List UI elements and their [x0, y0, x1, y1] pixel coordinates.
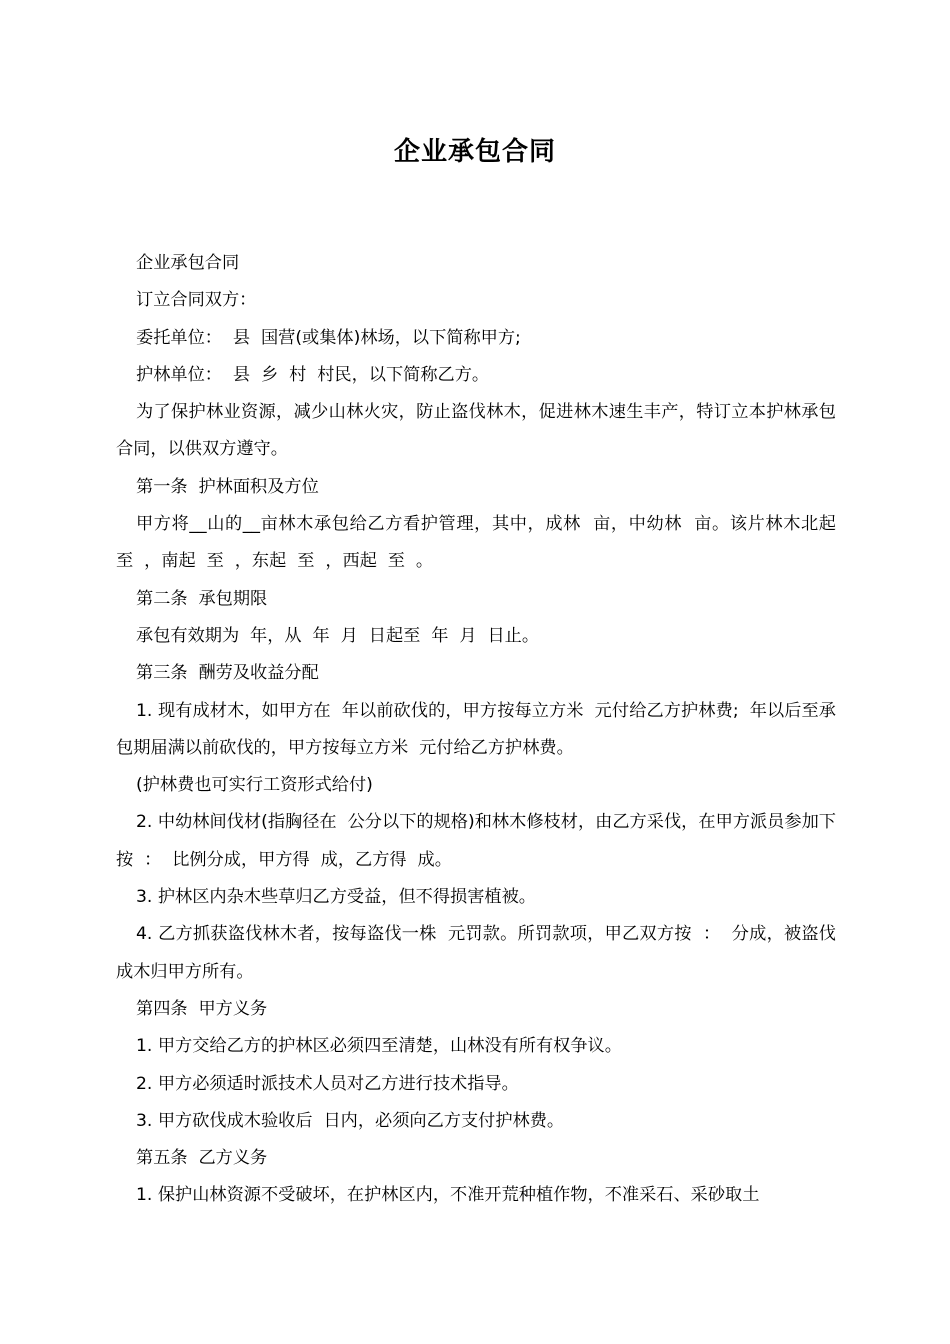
list-item: 1. 保护山林资源不受破坏，在护林区内，不准开荒种植作物，不准采石、采砂取土 — [136, 1185, 760, 1206]
section-heading: 第四条 甲方义务 — [136, 998, 268, 1019]
list-item: 3. 护林区内杂木些草归乙方受益，但不得损害植被。 — [136, 887, 536, 908]
list-item: 3. 甲方砍伐成木验收后 日内，必须向乙方支付护林费。 — [136, 1110, 565, 1131]
section-heading: 第一条 护林面积及方位 — [136, 476, 319, 497]
paragraph: (护林费也可实行工资形式给付) — [136, 775, 373, 796]
paragraph: 护林单位： 县 乡 村 村民，以下简称乙方。 — [136, 364, 490, 385]
document-title: 企业承包合同 — [393, 137, 556, 167]
list-item: 2. 中幼林间伐材(指胸径在 公分以下的规格)和林木修枝材，由乙方采伐，在甲方派员参加下按 ： 比例分成，甲方得 成，乙方得 成。 — [116, 812, 836, 870]
paragraph: 委托单位： 县 国营(或集体)林场，以下简称甲方; — [136, 327, 521, 348]
section-heading: 第二条 承包期限 — [136, 588, 268, 609]
list-item: 1. 甲方交给乙方的护林区必须四至清楚，山林没有所有权争议。 — [136, 1036, 622, 1057]
paragraph: 为了保护林业资源，减少山林火灾，防止盗伐林木，促进林木速生丰产，特订立本护林承包合同，以供双方遵守。 — [116, 402, 836, 460]
paragraph: 承包有效期为 年，从 年 月 日起至 年 月 日止。 — [136, 625, 540, 646]
list-item: 4. 乙方抓获盗伐林木者，按每盗伐一株 元罚款。所罚款项，甲乙双方按 ： 分成，被盗伐成木归甲方所有。 — [116, 924, 836, 982]
section-heading: 第五条 乙方义务 — [136, 1148, 268, 1169]
list-item: 2. 甲方必须适时派技术人员对乙方进行技术指导。 — [136, 1073, 519, 1094]
document-body — [116, 245, 847, 1215]
paragraph: 企业承包合同 — [136, 253, 240, 273]
paragraph: 甲方将__山的__亩林木承包给乙方看护管理，其中，成林 亩，中幼林 亩。该片林木北起 至 ，南起 至 ，东起 至 ，西起 至 。 — [116, 514, 847, 572]
section-heading: 第三条 酬劳及收益分配 — [136, 663, 319, 684]
list-item: 1. 现有成材木，如甲方在 年以前砍伐的，甲方按每立方米 元付给乙方护林费; 年以后至承包期届满以前砍伐的，甲方按每立方米 元付给乙方护林费。 — [116, 700, 836, 758]
paragraph: 订立合同双方： — [136, 290, 257, 311]
